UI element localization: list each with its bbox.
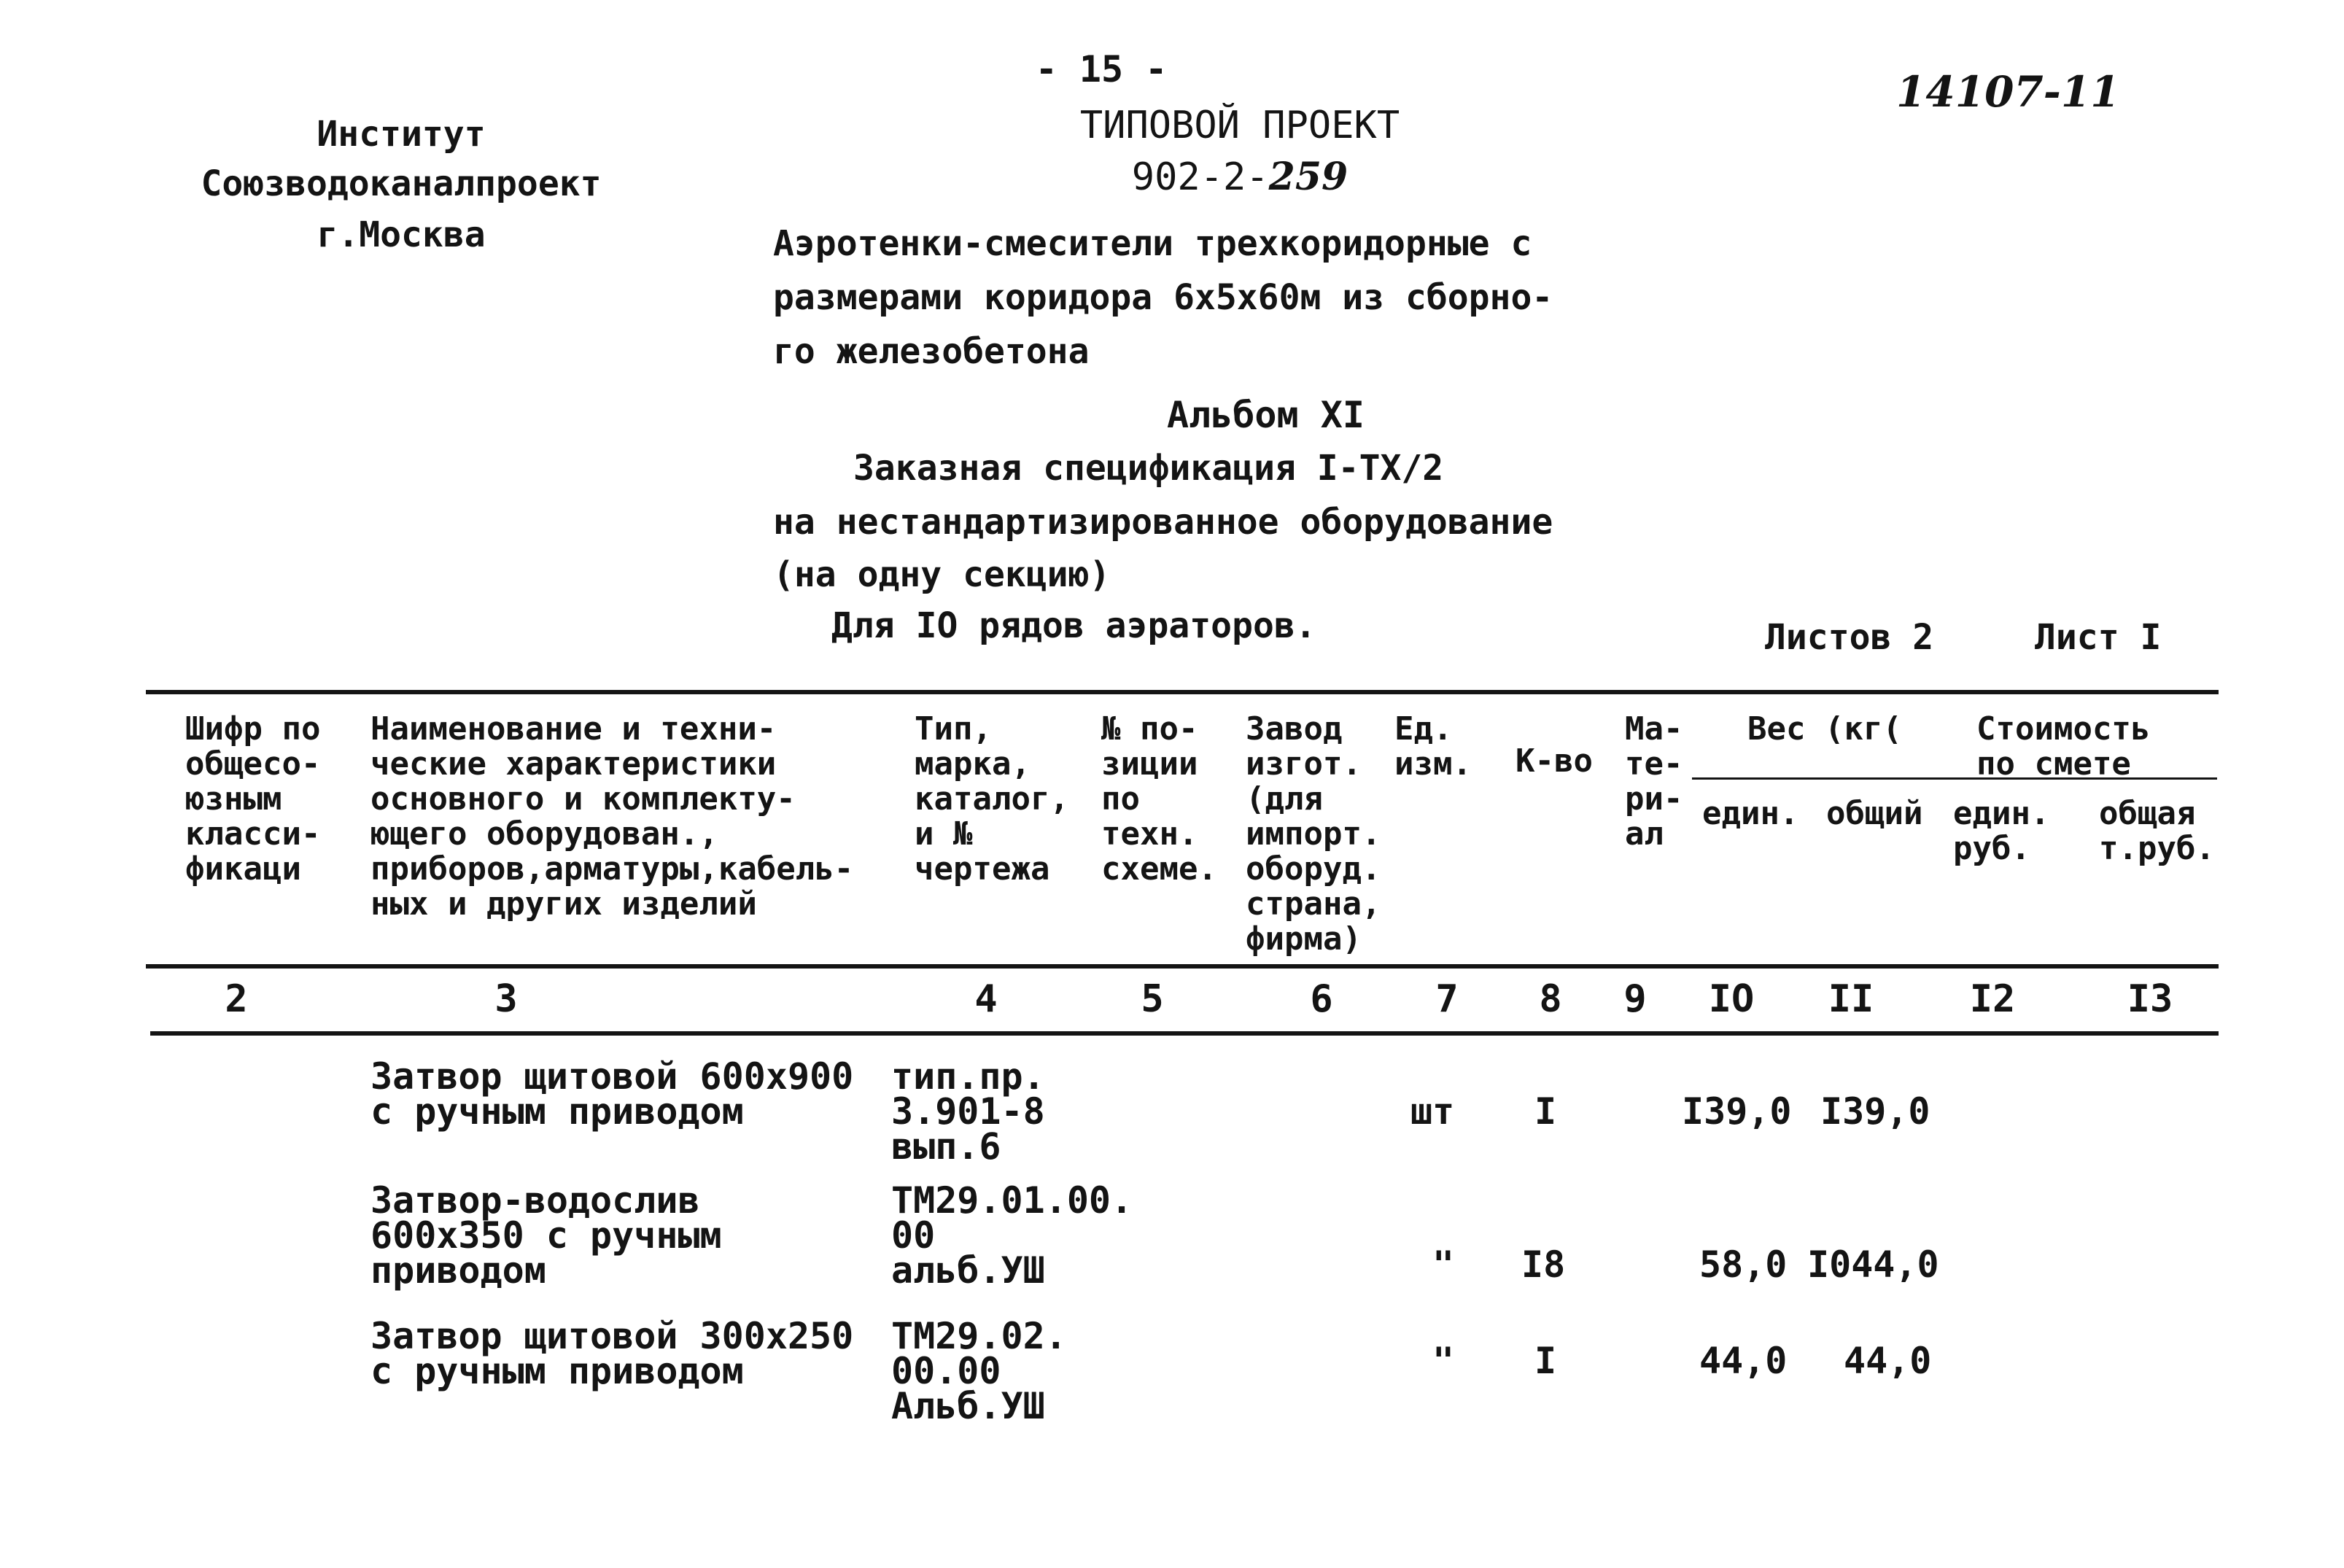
project-number-prefix: 902-2-	[1131, 155, 1269, 199]
header-classification-code: Шифр по общесо- юзным класси- фикаци	[185, 710, 321, 888]
document-code: 14107-11	[1896, 67, 2120, 117]
column-number: IO	[1708, 977, 1755, 1021]
header-manufacturer: Завод изгот. (для импорт. оборуд. страна, фирма)	[1246, 710, 1381, 958]
header-unit: Ед. изм.	[1394, 710, 1472, 783]
header-cost: Стоимость по смете	[1976, 710, 2151, 783]
row-item-weight-unit: I39,0	[1682, 1090, 1792, 1133]
row-item-qty: I	[1534, 1090, 1557, 1133]
project-number-suffix: 259	[1268, 155, 1348, 199]
column-number: 8	[1539, 977, 1562, 1021]
column-number: 6	[1310, 977, 1333, 1021]
header-cost-total: общая т.руб.	[2099, 795, 2215, 867]
row-item-weight-total: I39,0	[1820, 1090, 1930, 1133]
row-item-type: ТМ29.01.00. 00 альб.УШ	[891, 1179, 1133, 1292]
header-name-characteristics: Наименование и техни- ческие характеристики основного и комплекту- ющего оборудован., приборов,арматуры,кабель- ных и других изделий	[370, 710, 854, 923]
header-weight-unit: един.	[1702, 795, 1799, 832]
column-number: I3	[2127, 977, 2173, 1021]
header-bottom-rule	[146, 964, 2219, 969]
column-number: 9	[1623, 977, 1647, 1021]
row-item-name: Затвор щитовой 600х900 с ручным приводом	[370, 1055, 854, 1133]
row-item-name: Затвор щитовой 300х250 с ручным приводом	[370, 1315, 854, 1392]
column-number: 3	[494, 977, 518, 1021]
header-quantity: К-во	[1516, 742, 1593, 780]
project-label: ТИПОВОЙ ПРОЕКТ	[1079, 104, 1400, 147]
page-number: - 15 -	[1035, 48, 1168, 90]
column-number: II	[1828, 977, 1874, 1021]
sheet-number: Лист I	[2035, 617, 2162, 658]
row-item-type: тип.пр. 3.901-8 вып.6	[891, 1055, 1045, 1168]
row-item-weight-unit: 44,0	[1699, 1340, 1788, 1382]
row-item-qty: I8	[1521, 1243, 1566, 1286]
header-cost-unit: един. руб.	[1953, 795, 2050, 867]
column-number: 7	[1435, 977, 1459, 1021]
row-item-weight-total: 44,0	[1844, 1340, 1932, 1382]
row-item-unit: "	[1432, 1243, 1455, 1286]
sheets-total: Листов 2	[1765, 617, 1934, 658]
row-item-qty: I	[1534, 1340, 1557, 1382]
row-item-type: ТМ29.02. 00.00 Альб.УШ	[891, 1315, 1067, 1427]
row-item-weight-total: I044,0	[1807, 1243, 1939, 1286]
numbers-bottom-rule	[150, 1031, 2219, 1036]
project-number	[1057, 155, 1422, 199]
spec-line-4: Для IO рядов аэраторов.	[831, 605, 1316, 646]
table-top-rule	[146, 690, 2219, 694]
column-number: 4	[974, 977, 998, 1021]
row-item-name: Затвор-водослив 600х350 с ручным приводом	[370, 1179, 722, 1292]
row-item-unit: "	[1432, 1340, 1455, 1382]
spec-line-3: (на одну секцию)	[773, 554, 1111, 595]
title-line-1: Аэротенки-смесители трехкоридорные с	[773, 223, 1532, 264]
row-item-weight-unit: 58,0	[1699, 1243, 1788, 1286]
header-position-number: № по- зиции по техн. схеме.	[1101, 710, 1217, 888]
institute-city: г.Москва	[317, 214, 486, 255]
column-number: 5	[1141, 977, 1164, 1021]
column-number: I2	[1969, 977, 2016, 1021]
header-material: Ма- те- ри- ал	[1625, 710, 1683, 853]
spec-line-1: Заказная спецификация I-ТХ/2	[853, 448, 1444, 489]
title-line-3: го железобетона	[773, 331, 1090, 372]
institute-org: Союзводоканалпроект	[201, 163, 602, 204]
spec-line-2: на нестандартизированное оборудование	[773, 502, 1553, 543]
header-weight: Вес (кг(	[1747, 710, 1902, 748]
title-line-2: размерами коридора 6х5х60м из сборно-	[773, 277, 1553, 318]
header-weight-total: общий	[1826, 795, 1923, 832]
institute-name: Институт	[317, 114, 486, 155]
album-title: Альбом XI	[1167, 394, 1365, 436]
row-item-unit: шт	[1410, 1090, 1455, 1133]
header-type-catalog: Тип, марка, каталог, и № чертежа	[915, 710, 1069, 888]
column-number: 2	[225, 977, 248, 1021]
